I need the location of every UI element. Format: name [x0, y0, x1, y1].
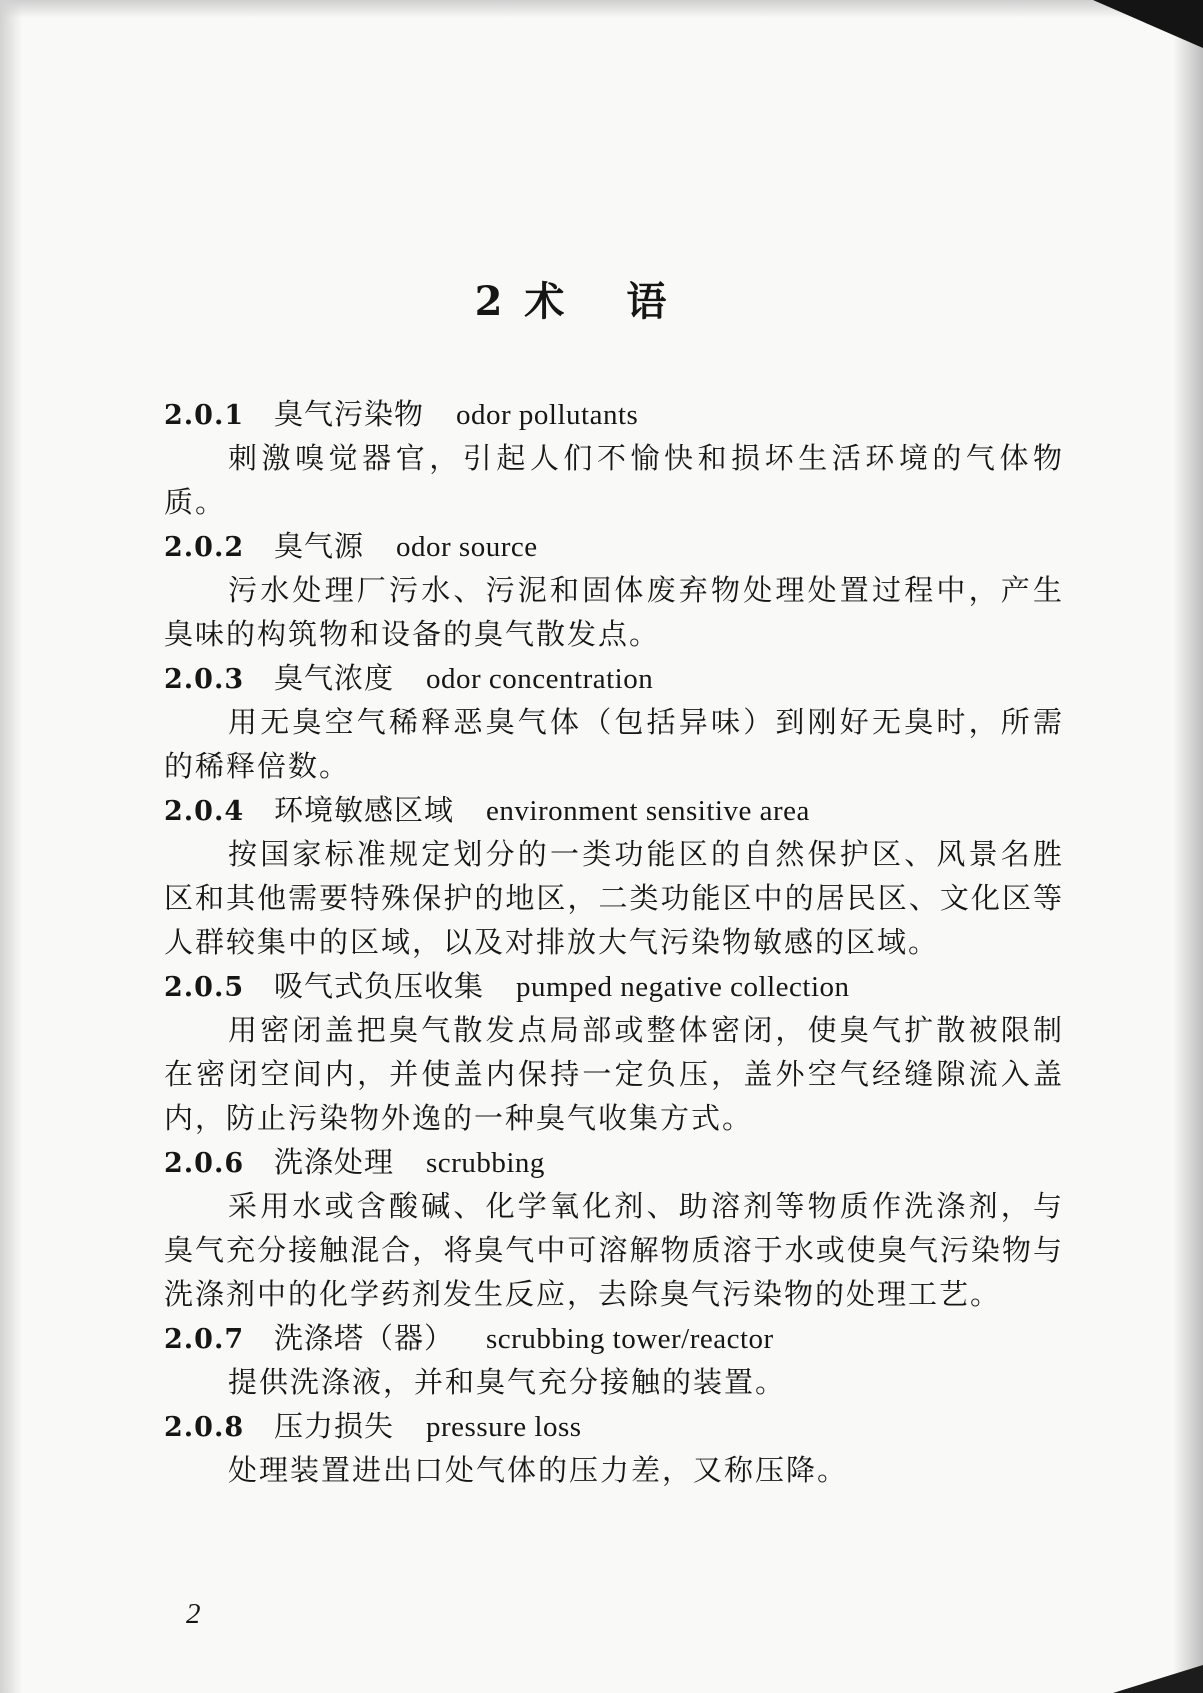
chapter-title-text: 术语	[524, 278, 729, 325]
scan-edge-left	[0, 0, 22, 1693]
term-definition: 按国家标准规定划分的一类功能区的自然保护区、风景名胜区和其他需要特殊保护的地区，二类功能区中的居民区、文化区等人群较集中的区域，以及对排放大气污染物敏感的区域。	[164, 837, 1064, 959]
term-chinese: 臭气污染物	[274, 397, 425, 431]
term-number: 2.0.3	[164, 664, 245, 695]
term-english: pressure loss	[426, 1411, 582, 1443]
terms-list	[164, 392, 1064, 1492]
term-definition: 刺激嗅觉器官，引起人们不愉快和损坏生活环境的气体物质。	[164, 441, 1064, 519]
term-entry	[164, 1140, 1064, 1316]
term-chinese: 洗涤塔（器）	[274, 1321, 455, 1355]
term-heading	[164, 656, 1064, 700]
term-definition: 污水处理厂污水、污泥和固体废弃物处理处置过程中，产生臭味的构筑物和设备的臭气散发点。	[164, 573, 1064, 651]
term-definition: 用密闭盖把臭气散发点局部或整体密闭，使臭气扩散被限制在密闭空间内，并使盖内保持一定负压，盖外空气经缝隙流入盖内，防止污染物外逸的一种臭气收集方式。	[164, 1013, 1064, 1135]
term-definition: 用无臭空气稀释恶臭气体（包括异味）到刚好无臭时，所需的稀释倍数。	[164, 705, 1064, 783]
scan-corner-bottom-right	[1113, 1665, 1203, 1693]
term-entry	[164, 524, 1064, 656]
term-number: 2.0.5	[164, 972, 245, 1003]
term-number: 2.0.4	[164, 796, 245, 827]
term-heading	[164, 1404, 1064, 1448]
term-heading	[164, 524, 1064, 568]
term-definition: 提供洗涤液，并和臭气充分接触的装置。	[228, 1365, 787, 1399]
term-heading	[164, 1316, 1064, 1360]
term-number: 2.0.7	[164, 1324, 245, 1355]
scan-edge-top	[0, 0, 1203, 18]
chapter-title	[0, 270, 1203, 327]
term-chinese: 吸气式负压收集	[274, 969, 485, 1003]
term-english: odor source	[396, 531, 538, 563]
term-number: 2.0.1	[164, 400, 245, 431]
page-number: 2	[186, 1598, 201, 1630]
term-english: environment sensitive area	[486, 795, 810, 827]
term-number: 2.0.8	[164, 1412, 245, 1443]
term-number: 2.0.2	[164, 532, 245, 563]
term-chinese: 臭气浓度	[274, 661, 395, 695]
term-entry	[164, 656, 1064, 788]
term-heading	[164, 964, 1064, 1008]
term-chinese: 臭气源	[274, 529, 365, 563]
term-english: scrubbing tower/reactor	[486, 1323, 774, 1355]
term-entry	[164, 392, 1064, 524]
term-chinese: 环境敏感区域	[274, 793, 455, 827]
term-definition: 采用水或含酸碱、化学氧化剂、助溶剂等物质作洗涤剂，与臭气充分接触混合，将臭气中可溶解物质溶于水或使臭气污染物与洗涤剂中的化学药剂发生反应，去除臭气污染物的处理工艺。	[164, 1189, 1064, 1311]
term-number: 2.0.6	[164, 1148, 245, 1179]
term-chinese: 压力损失	[274, 1409, 395, 1443]
term-entry	[164, 1404, 1064, 1492]
scan-edge-right	[1173, 0, 1203, 1693]
term-definition: 处理装置进出口处气体的压力差，又称压降。	[228, 1453, 849, 1487]
chapter-number: 2	[474, 278, 507, 325]
term-english: scrubbing	[426, 1147, 545, 1179]
term-entry	[164, 964, 1064, 1140]
term-entry	[164, 1316, 1064, 1404]
term-chinese: 洗涤处理	[274, 1145, 395, 1179]
term-heading	[164, 392, 1064, 436]
scan-corner-top-right	[1093, 0, 1203, 48]
term-entry	[164, 788, 1064, 964]
term-english: odor pollutants	[456, 399, 639, 431]
term-english: odor concentration	[426, 663, 654, 695]
term-english: pumped negative collection	[516, 971, 850, 1003]
term-heading	[164, 788, 1064, 832]
term-heading	[164, 1140, 1064, 1184]
